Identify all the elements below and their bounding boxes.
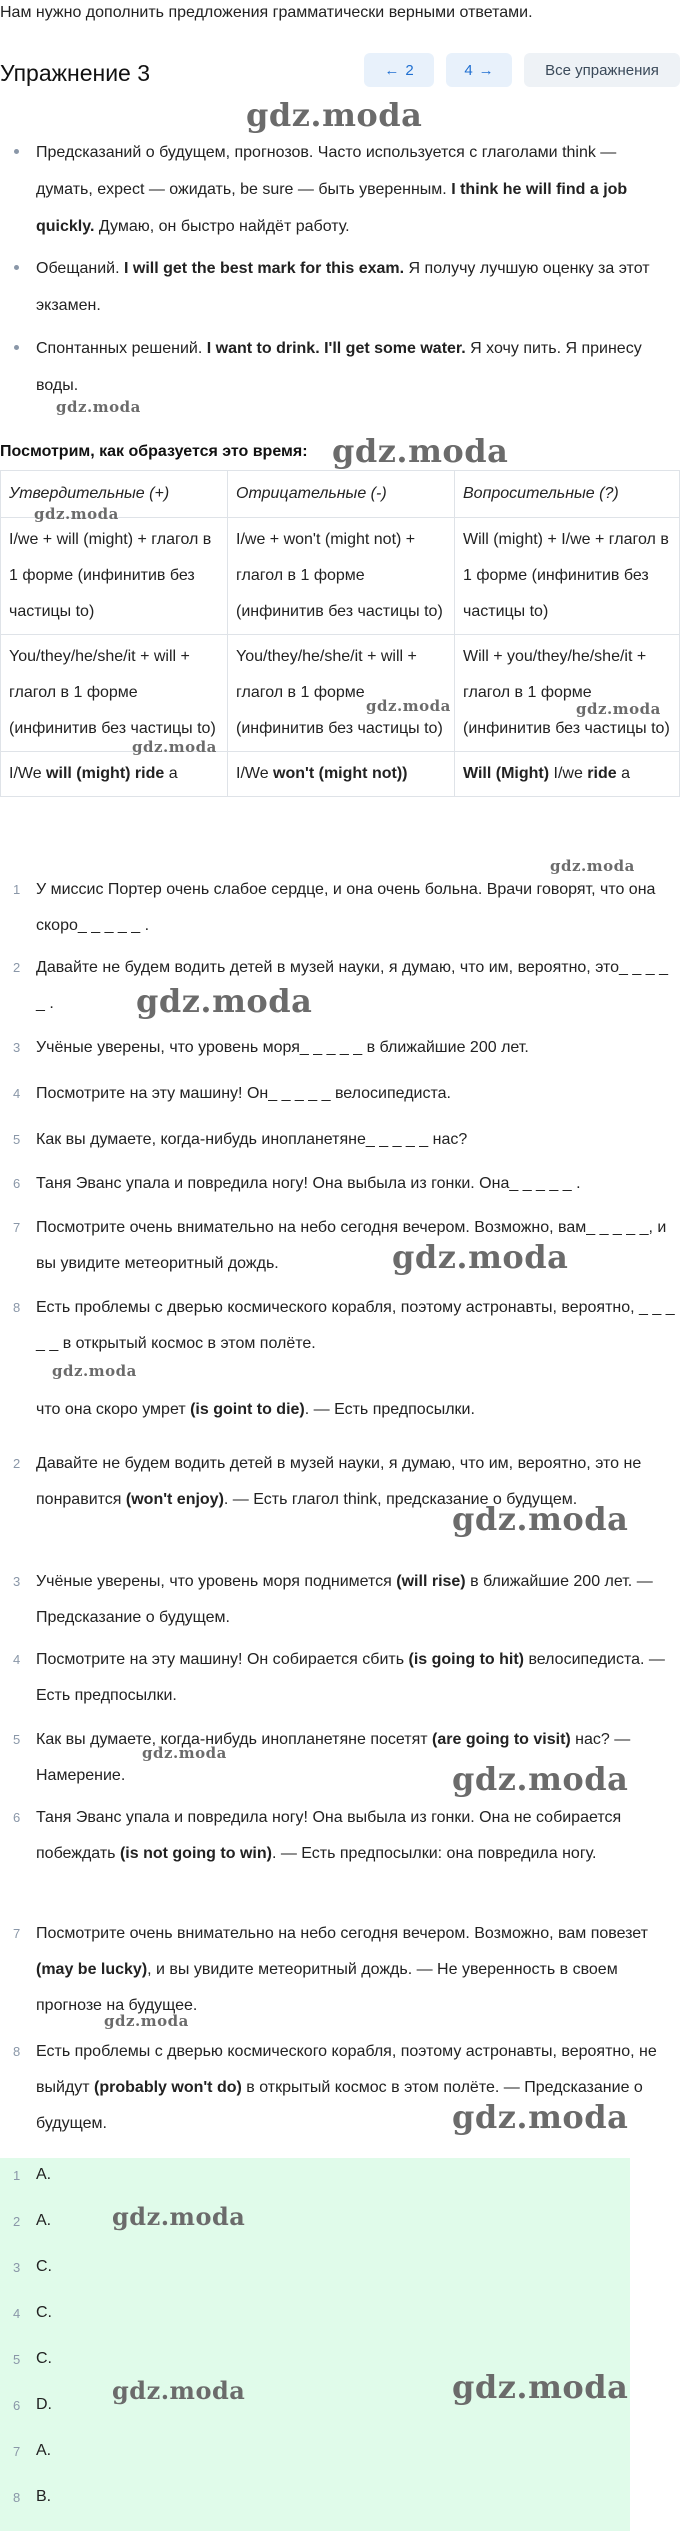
next-exercise-label: 4: [464, 61, 473, 79]
use-text: Спонтанных решений.: [36, 340, 207, 357]
item-number: 8: [13, 2490, 21, 2505]
item-number: 6: [13, 1176, 21, 1191]
item-number: 2: [13, 1456, 21, 1471]
solution-note: . — Есть предпосылки: она повредила ногу.: [271, 1845, 597, 1862]
watermark: gdz.moda: [246, 96, 423, 134]
solution-answer: (will rise): [396, 1573, 466, 1590]
watermark: gdz.moda: [452, 1500, 629, 1538]
table-cell: Will + you/they/he/she/it + глагол в 1 форме (инфинитив без частицы to): [455, 635, 680, 752]
solution-note: , и вы увидите метеоритный дождь. — Не уверенность в своем прогнозе на будущее.: [36, 1961, 618, 2014]
item-number: 3: [13, 1040, 21, 1055]
solution-answer: (may be lucky): [36, 1961, 148, 1978]
use-translation: Я хочу пить. Я принесу воды.: [36, 340, 642, 394]
solution-text: Таня Эванс упала и повредила ногу! Она выбыла из гонки. Она не собирается побеждать: [36, 1809, 622, 1862]
use-translation: Думаю, он быстро найдёт работу.: [94, 218, 350, 235]
item-number: 5: [13, 2352, 21, 2367]
solution-note: . — Есть предпосылки.: [304, 1401, 475, 1418]
prev-exercise-label: 2: [405, 61, 414, 79]
table-cell: I/we + will (might) + глагол в 1 форме (инфинитив без частицы to): [1, 518, 228, 635]
table-cell: I/we + won't (might not) + глагол в 1 форме (инфинитив без частицы to): [228, 518, 455, 635]
list-item: [0, 872, 680, 944]
watermark: gdz.moda: [550, 857, 635, 875]
list-item: [0, 1392, 680, 1428]
all-exercises-button[interactable]: Все упражнения: [524, 53, 680, 87]
item-number: 6: [13, 2398, 21, 2413]
exercise-title: Упражнение 3: [0, 60, 151, 86]
formation-title: Посмотрим, как образуется это время:: [0, 443, 308, 460]
watermark: gdz.moda: [452, 2368, 629, 2406]
answer-value: A.: [36, 2166, 52, 2183]
solution-note: нас? — Намерение.: [36, 1731, 631, 1784]
answer-value: D.: [36, 2396, 52, 2413]
table-header: Отрицательные (-): [228, 471, 455, 518]
watermark: gdz.moda: [452, 2098, 629, 2136]
use-item: [14, 250, 670, 324]
arrow-left-icon: ←: [384, 61, 400, 79]
list-item: [0, 950, 680, 1022]
task-text: Таня Эванс упала и повредила ногу! Она выбыла из гонки. Она_ _ _ _ _ .: [36, 1175, 581, 1192]
list-item: [0, 1916, 680, 2024]
watermark: gdz.moda: [392, 1238, 569, 1276]
list-item: [0, 1166, 680, 1202]
solution-text: Как вы думаете, когда-нибудь инопланетяне посетят: [36, 1731, 433, 1748]
use-item: [14, 330, 670, 404]
watermark: gdz.moda: [136, 982, 313, 1020]
task-text: У миссис Портер очень слабое сердце, и она очень больна. Врачи говорят, что она скоро_ _ _ _ _ .: [36, 881, 656, 934]
solution-answer: (is not going to win): [119, 1845, 272, 1862]
solution-answer: (is goint to die): [190, 1401, 305, 1418]
task-text: Посмотрите на эту машину! Он_ _ _ _ _ велосипедиста.: [36, 1085, 451, 1102]
table-cell: Will (might) + I/we + глагол в 1 форме (инфинитив без частицы to): [455, 518, 680, 635]
bullet-dot: [14, 345, 19, 350]
item-number: 4: [13, 1086, 21, 1101]
item-number: 8: [13, 1300, 21, 1315]
list-item: [0, 1122, 680, 1158]
table-header: Вопросительные (?): [455, 471, 680, 518]
item-number: 7: [13, 2444, 21, 2459]
next-exercise-button[interactable]: [446, 53, 512, 87]
item-number: 5: [13, 1732, 21, 1747]
bullet-dot: [14, 149, 19, 154]
use-item: [14, 134, 670, 245]
answers-block: [0, 2158, 630, 2531]
use-example: I want to drink. I'll get some water.: [206, 340, 466, 357]
list-item: [0, 1800, 680, 1872]
arrow-right-icon: →: [478, 61, 494, 79]
task-text: Давайте не будем водить детей в музей науки, я думаю, что им, вероятно, это_ _ _ _ _ .: [36, 959, 668, 1012]
list-item: [0, 1210, 680, 1282]
watermark: gdz.moda: [112, 2202, 246, 2231]
watermark: gdz.moda: [452, 1760, 629, 1798]
item-number: 7: [13, 1926, 21, 1941]
item-number: 4: [13, 1652, 21, 1667]
item-number: 4: [13, 2306, 21, 2321]
watermark: gdz.moda: [34, 505, 119, 523]
solution-answer: (won't enjoy): [125, 1491, 224, 1508]
answer-value: C.: [36, 2304, 52, 2321]
solution-answer: (are going to visit): [432, 1731, 571, 1748]
item-number: 8: [13, 2044, 21, 2059]
watermark: gdz.moda: [576, 700, 661, 718]
watermark: gdz.moda: [132, 738, 217, 756]
answer-value: A.: [36, 2212, 52, 2229]
table-row: [1, 518, 680, 635]
list-item: [0, 1642, 680, 1714]
table-header: Утвердительные (+): [1, 471, 228, 518]
table-cell: I/We won't (might not)): [228, 752, 455, 797]
task-text: Учёные уверены, что уровень моря_ _ _ _ _ в ближайшие 200 лет.: [36, 1039, 529, 1056]
solution-note: в ближайшие 200 лет. — Предсказание о будущем.: [36, 1573, 653, 1626]
answer-value: C.: [36, 2258, 52, 2275]
bullet-dot: [14, 265, 19, 270]
solution-text: Учёные уверены, что уровень моря поднимется: [36, 1573, 397, 1590]
answer-value: C.: [36, 2350, 52, 2367]
item-number: 2: [13, 2214, 21, 2229]
watermark: gdz.moda: [52, 1362, 137, 1380]
table-cell: I/We will (might) ride a: [1, 752, 228, 797]
use-translation: Я получу лучшую оценку за этот экзамен.: [36, 260, 650, 314]
table-cell: Will (Might) I/we ride a: [455, 752, 680, 797]
watermark: gdz.moda: [332, 432, 509, 470]
item-number: 3: [13, 2260, 21, 2275]
item-number: 5: [13, 1132, 21, 1147]
table-cell: You/they/he/she/it + will + глагол в 1 форме (инфинитив без частицы to): [1, 635, 228, 752]
use-example: I think he will find a job quickly.: [36, 181, 628, 235]
solution-text: что она скоро умрет: [36, 1401, 191, 1418]
answer-value: A.: [36, 2442, 52, 2459]
watermark: gdz.moda: [56, 398, 141, 416]
item-number: 1: [13, 882, 21, 897]
prev-exercise-button[interactable]: [364, 53, 434, 87]
use-example: I will get the best mark for this exam.: [124, 260, 405, 277]
item-number: 3: [13, 1574, 21, 1589]
solution-answer: (is going to hit): [408, 1651, 525, 1668]
solution-note: в открытый космос в этом полёте. — Предсказание о будущем.: [36, 2079, 643, 2132]
list-item: [0, 1030, 680, 1066]
use-text: Предсказаний о будущем, прогнозов. Часто используется с глаголами think — думать, expect — ожидать, be sure — быть уверенным.: [36, 144, 617, 198]
watermark: gdz.moda: [104, 2012, 189, 2030]
watermark: gdz.moda: [112, 2376, 246, 2405]
task-text: Есть проблемы с дверью космического корабля, поэтому астронавты, вероятно, _ _ _ _ _ в открытый космос в этом полёте.: [36, 1299, 675, 1352]
solution-note: . — Есть глагол think, предсказание о будущем.: [223, 1491, 578, 1508]
item-number: 2: [13, 960, 21, 975]
item-number: 6: [13, 1810, 21, 1825]
watermark: gdz.moda: [142, 1744, 227, 1762]
list-item: [0, 1564, 680, 1636]
solution-text: Есть проблемы с дверью космического корабля, поэтому астронавты, вероятно, не выйдут: [36, 2043, 657, 2096]
use-text: Обещаний.: [36, 260, 124, 277]
task-text: Как вы думаете, когда-нибудь инопланетяне_ _ _ _ _ нас?: [36, 1131, 468, 1148]
table-cell: You/they/he/she/it + will + глагол в 1 форме (инфинитив без частицы to): [228, 635, 455, 752]
item-number: 7: [13, 1220, 21, 1235]
solution-text: Посмотрите очень внимательно на небо сегодня вечером. Возможно, вам повезет: [36, 1925, 648, 1942]
intro-text: Нам нужно дополнить предложения грамматически верными ответами.: [0, 4, 533, 21]
table-row: [1, 635, 680, 752]
solution-text: Посмотрите на эту машину! Он собирается сбить: [36, 1651, 409, 1668]
list-item: [0, 1076, 680, 1112]
solution-answer: (probably won't do): [94, 2079, 242, 2096]
solution-note: велосипедиста. — Есть предпосылки.: [36, 1651, 665, 1704]
answer-value: B.: [36, 2488, 52, 2505]
solution-text: Давайте не будем водить детей в музей науки, я думаю, что им, вероятно, это не понравится: [36, 1455, 642, 1508]
item-number: 1: [13, 2168, 21, 2183]
watermark: gdz.moda: [366, 697, 451, 715]
list-item: [0, 1290, 680, 1362]
task-text: Посмотрите очень внимательно на небо сегодня вечером. Возможно, вам_ _ _ _ _, и вы увидите метеоритный дождь.: [36, 1219, 667, 1272]
table-row: [1, 752, 680, 797]
